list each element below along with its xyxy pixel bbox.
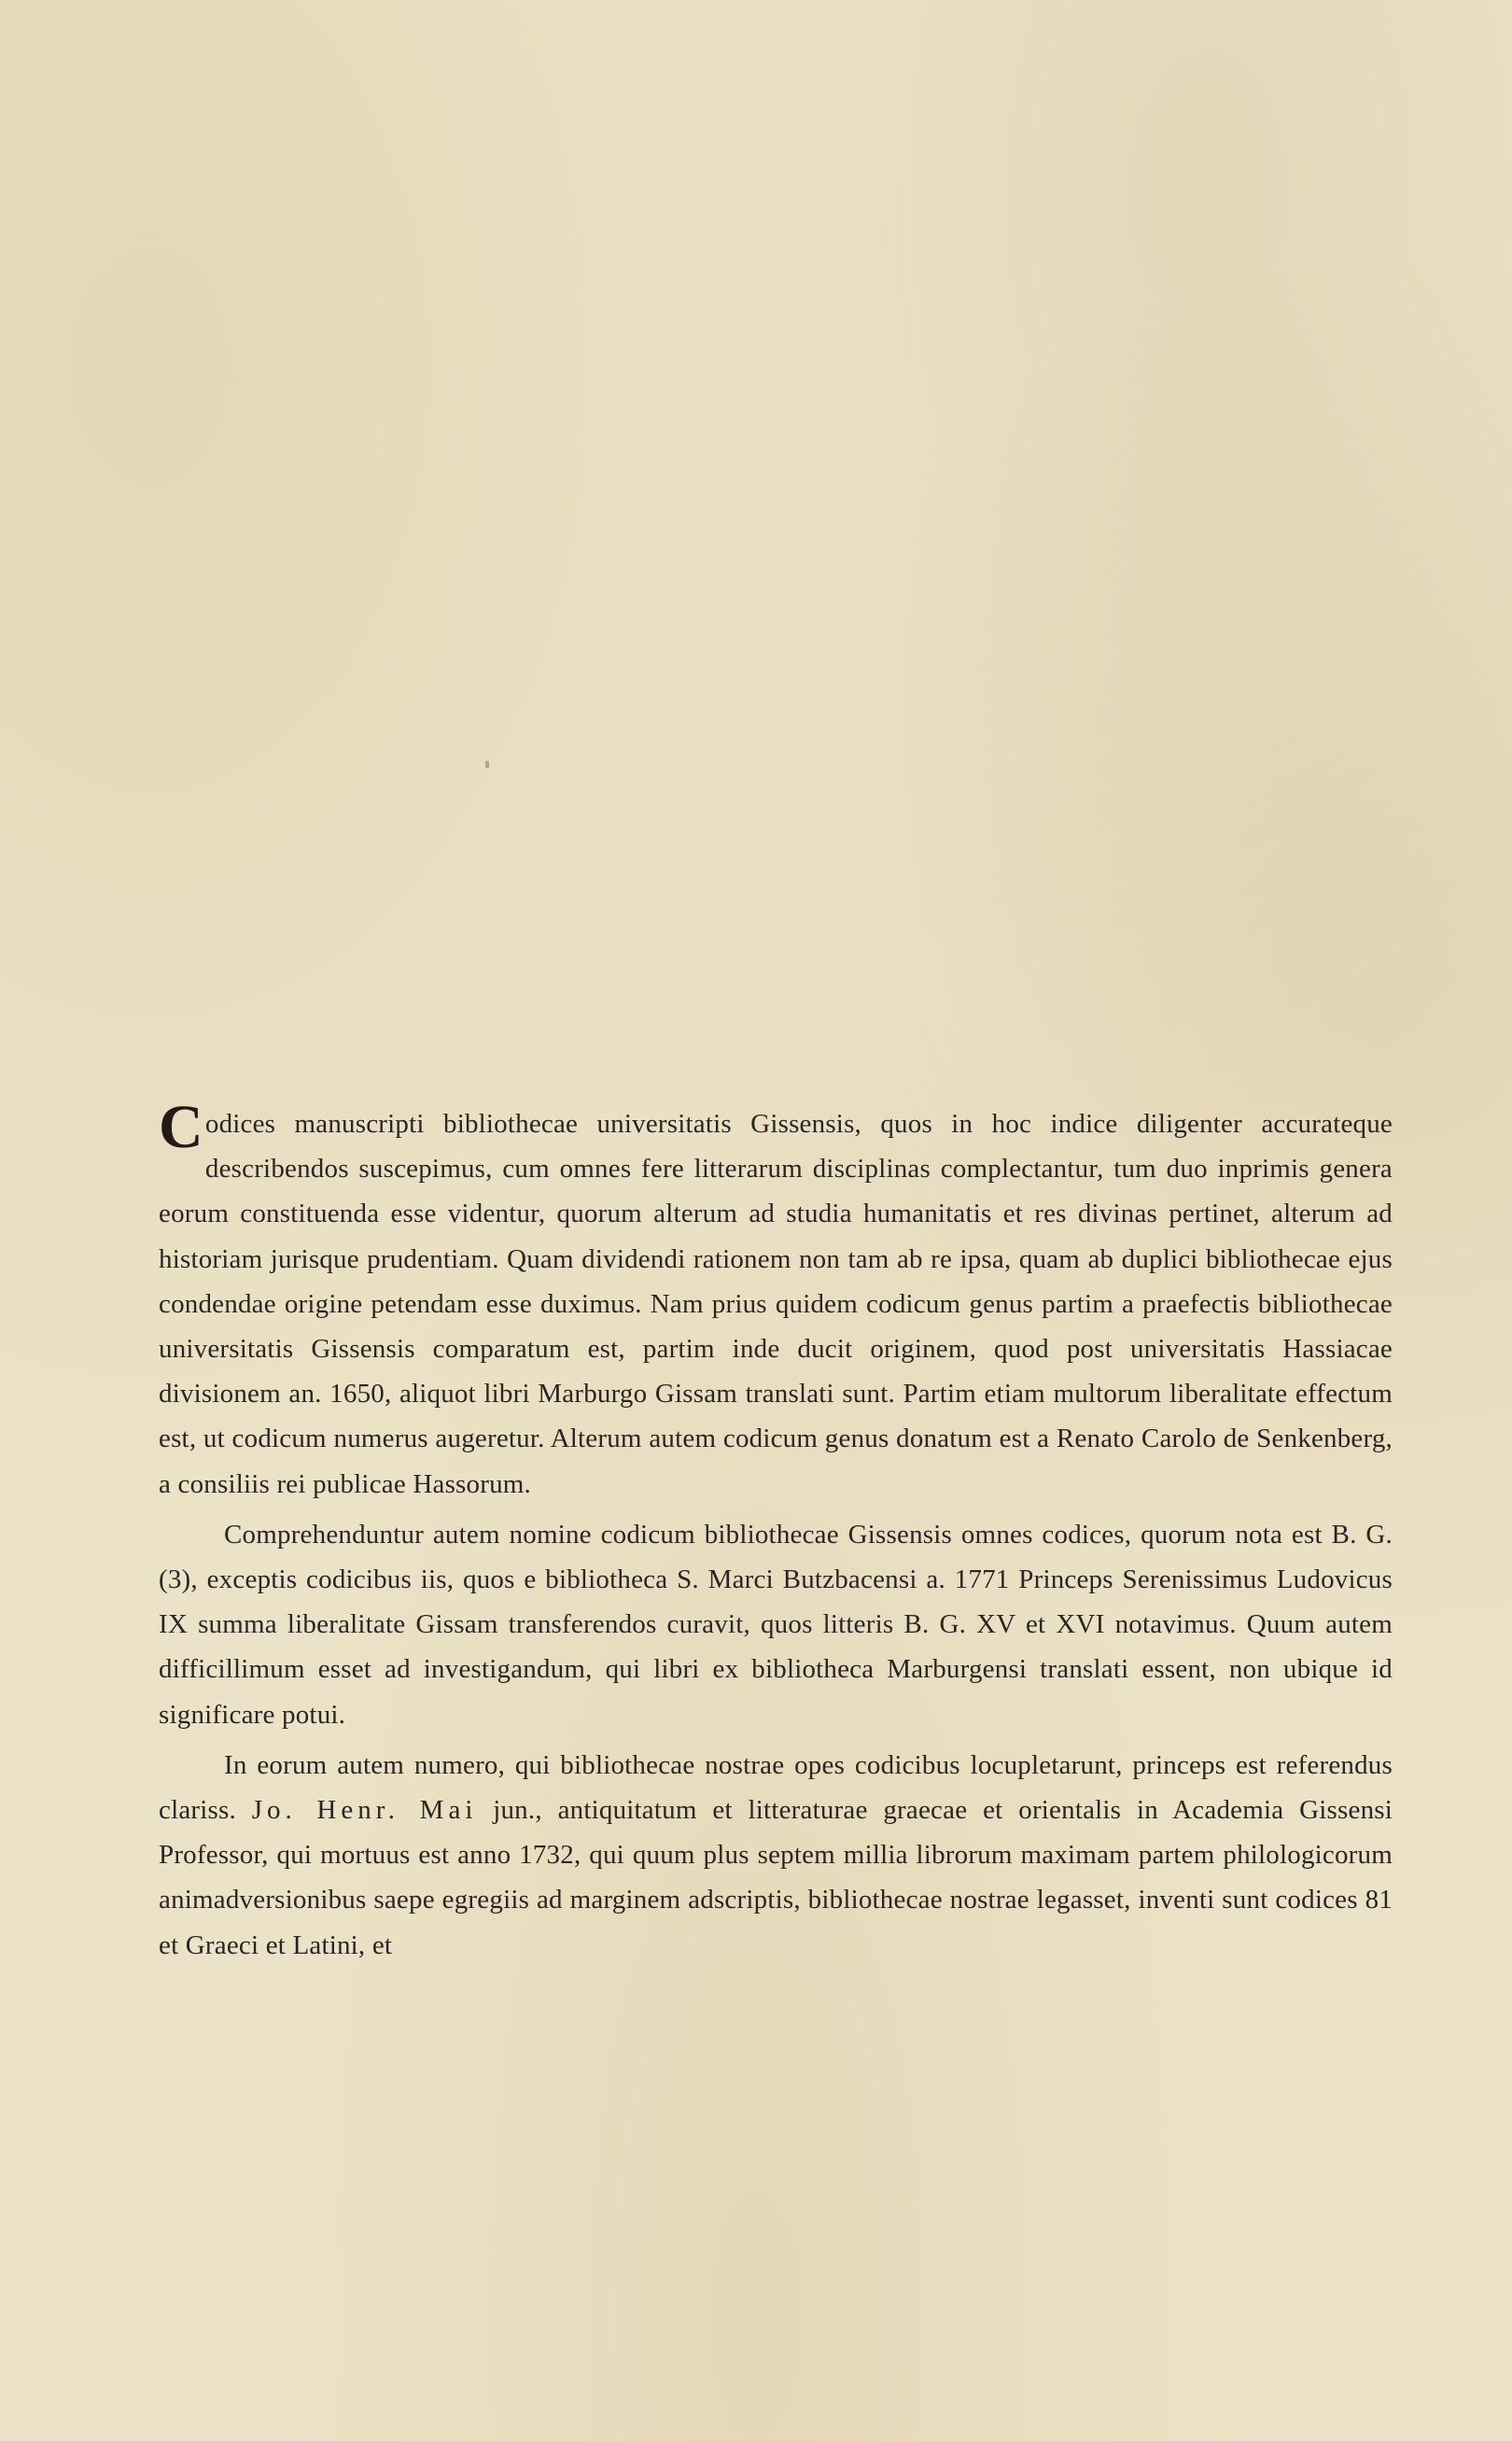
ink-speck bbox=[485, 761, 489, 768]
paragraph-2: Comprehenduntur autem nomine codicum bibliothecae Gissensis omnes codices, quorum nota est B. G. (3), exceptis codicibus iis, quos e bibliotheca S. Marci Butzbacensi a. 1771 Princeps Serenissimus Ludovicus IX summa liberalitate Gissam transferendos curavit, quos litteris B. G. XV et XVI notavimus. Quum autem difficillimum esset ad investigandum, qui libri ex bibliotheca Marburgensi translati essent, non ubique id significare potui. bbox=[159, 1519, 1393, 1730]
paragraph-1 bbox=[159, 1093, 1393, 1507]
paragraph-3 bbox=[159, 1743, 1393, 1968]
body-text bbox=[159, 1093, 1393, 1968]
paragraph-1-text: odices manuscripti bibliothecae universitatis Gissensis, quos in hoc indice diligenter accurateque describendos suscepimus, cum omnes fere litterarum disciplinas complectantur, tum duo inprimis genera eorum constituenda esse videntur, quorum alterum ad studia humanitatis et res divinas pertinet, alterum ad historiam jurisque prudentiam. Quam dividendi rationem non tam ab re ipsa, quam ab duplici bibliothecae ejus condendae origine petendam esse duximus. Nam prius quidem codicum genus partim a praefectis bibliothecae universitatis Gissensis comparatum est, partim inde ducit originem, quod post universitatis Hassiacae divisionem an. 1650, aliquot libri Marburgo Gissam translati sunt. Partim etiam multorum liberalitate effectum est, ut codicum numerus augeretur. Alterum autem codicum genus donatum est a Renato Carolo de Senkenberg, a consiliis rei publicae Hassorum. bbox=[159, 1109, 1393, 1499]
paragraph-3-text-before: In eorum autem numero, qui bibliothecae nostrae opes codicibus locupletarunt, princeps est referendus clariss. bbox=[159, 1749, 1393, 1826]
paragraph-3-text-after: jun., antiquitatum et litteraturae graecae et orientalis in Academia Gissensi Professor, qui mortuus est anno 1732, qui quum plus septem millia librorum maximam partem philologicorum animadversionibus saepe egregiis ad marginem adscriptis, bibliothecae nostrae legasset, inventi sunt codices 81 et Graeci et Latini, et bbox=[159, 1795, 1393, 1960]
paragraph-3-name: Jo. Henr. Mai bbox=[251, 1795, 478, 1826]
drop-cap: C bbox=[159, 1093, 203, 1161]
